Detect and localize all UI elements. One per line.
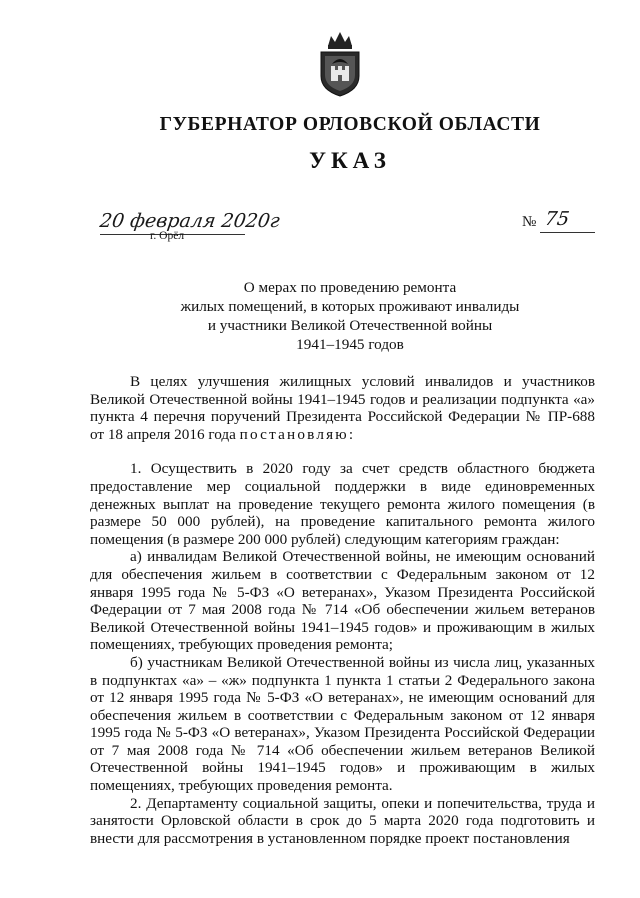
decree-subject bbox=[120, 278, 580, 354]
handwritten-number: 75 bbox=[543, 208, 571, 230]
body-paragraph: а) инвалидам Великой Отечественной войны, не имеющим оснований для обеспечения жильем в соответствии с Федеральным законом от 12 января 1995 года № 5-ФЗ «О ветеранах», Указом Президента Российской Федерации от 7 мая 2008 года № 714 «Об обеспечении жильем ветеранов Великой Отечественной войны 1941–1945 годов» и проживающим в жилых помещениях, требующих проведения ремонта; bbox=[90, 548, 595, 654]
handwritten-date: 20 февраля 2020г bbox=[98, 210, 282, 232]
decree-body bbox=[90, 373, 595, 847]
body-paragraph: б) участникам Великой Отечественной войны из числа лиц, указанных в подпунктах «а» – «ж» подпункта 1 пункта 1 статьи 2 Федерального закона от 12 января 1995 года № 5-ФЗ «О ветеранах», не имеющим оснований для обеспечения жильем в соответствии с Федеральным законом от 12 января 1995 года № 5-ФЗ «О ветеранах», Указом Президента Российской Федерации от 7 мая 2008 года № 714 «Об обеспечении жильем ветеранов Великой Отечественной войны 1941–1945 годов» и проживающим в жилых помещениях, требующих проведения ремонта. bbox=[90, 653, 595, 795]
body-paragraph: 2. Департаменту социальной защиты, опеки и попечительства, труда и занятости Орловской области в срок до 5 марта 2020 года подготовить и внести для рассмотрения в установленном порядке проект постановления bbox=[90, 794, 595, 847]
number-underline bbox=[540, 232, 595, 233]
subject-line: 1941–1945 годов bbox=[296, 336, 404, 353]
subject-line: жилых помещений, в которых проживают инвалиды bbox=[180, 298, 520, 315]
subject-line: О мерах по проведению ремонта bbox=[243, 279, 457, 296]
issuing-authority: ГУБЕРНАТОР ОРЛОВСКОЙ ОБЛАСТИ bbox=[159, 114, 541, 135]
decree-keyword: постановляю: bbox=[239, 425, 356, 443]
body-paragraph: 1. Осуществить в 2020 году за счет средств областного бюджета предоставление мер социальной поддержки в виде единовременных денежных выплат на проведение текущего ремонта жилого помещения (в размере 50 000 рублей), на проведение капитального ремонта жилого помещения (в размере 200 000 рублей) следующим категориям граждан: bbox=[90, 460, 595, 548]
preamble-text: В целях улучшения жилищных условий инвалидов и участников Великой Отечественной войны 1941–1945 годов и реализации подпункта «а» пункта 4 перечня поручений Президента Российской Федерации № ПР-688 от 18 апреля 2016 года bbox=[90, 373, 595, 443]
number-sign: № bbox=[522, 214, 537, 230]
subject-line: и участники Великой Отечественной войны bbox=[207, 317, 493, 334]
document-type-title: УКАЗ bbox=[309, 148, 391, 173]
city-label: г. Орёл bbox=[150, 230, 185, 242]
preamble-paragraph bbox=[90, 373, 595, 443]
coat-of-arms-icon bbox=[318, 30, 362, 98]
